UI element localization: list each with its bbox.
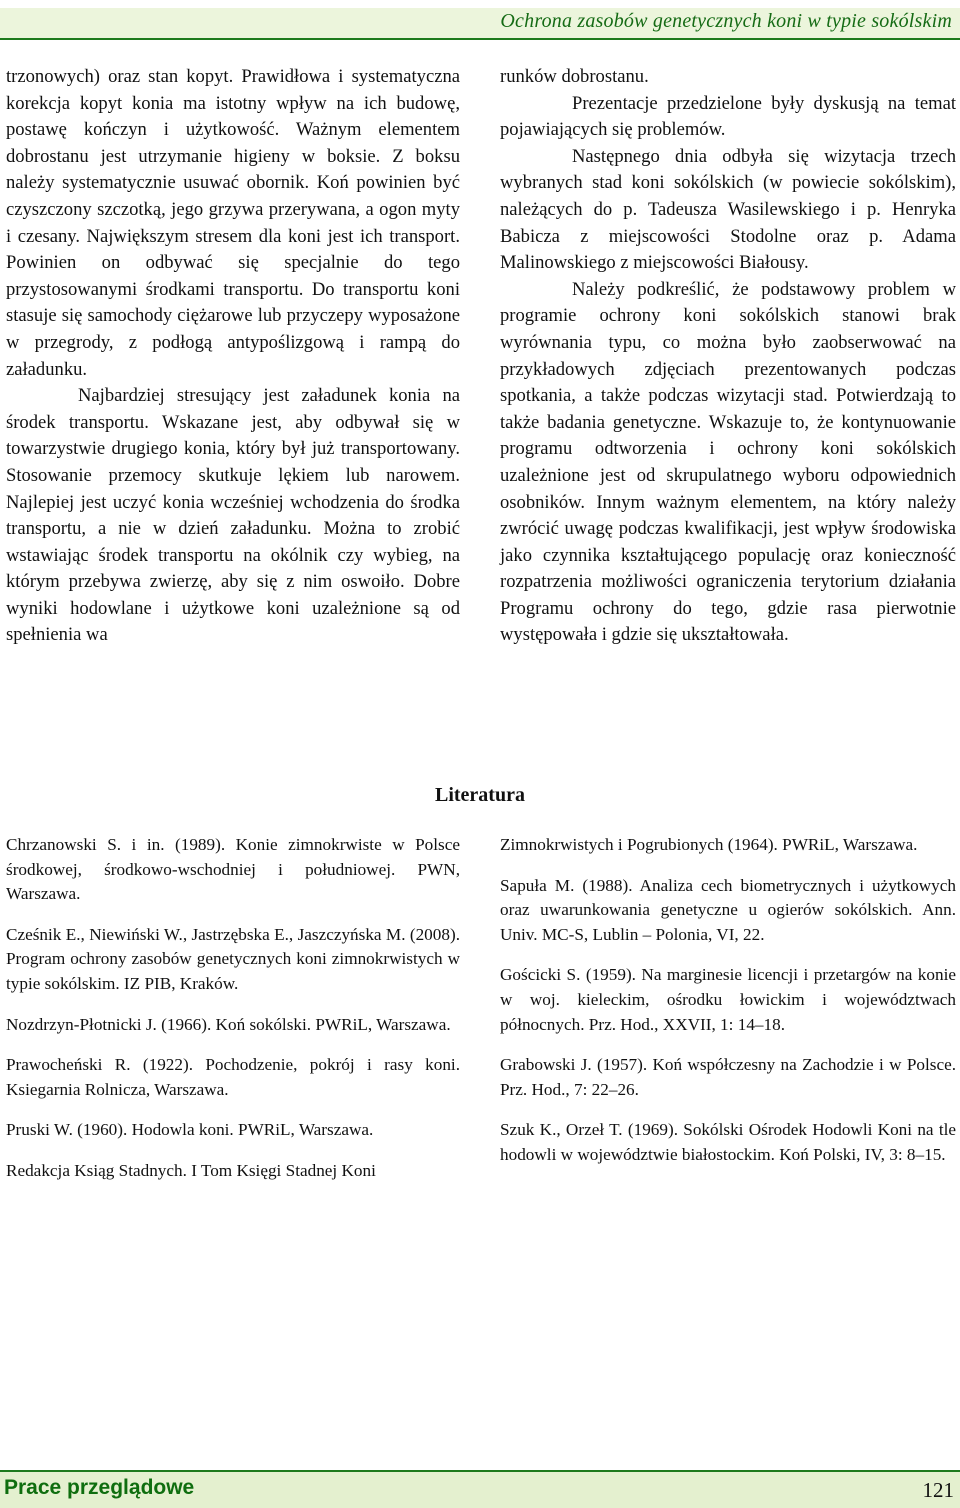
references-list-right: [500, 833, 956, 1184]
references-heading: Literatura: [435, 784, 525, 806]
page-footer: [0, 1470, 960, 1508]
running-header: [0, 8, 960, 40]
reference-entry: Sapuła M. (1988). Analiza cech biometrycznych i użytkowych oraz uwarunkowania genetyczne u ogierów sokólskich. Ann. Univ. MC-S, Lublin – Polonia, VI, 22.: [500, 875, 956, 944]
reference-entry: Prawocheński R. (1922). Pochodzenie, pokrój i rasy koni. Ksiegarnia Rolnicza, Warszawa.: [6, 1055, 460, 1099]
body-paragraph: Należy podkreślić, że podstawowy problem w programie ochrony koni sokólskich stanowi brak wyrównania typu, co można było zaobserwować na przykładowych zdjęciach prezentowanych podczas spotkania, a także podczas wizytacji stad. Potwierdzają to także badania genetyczne. Wskazuje to, że kontynuowanie programu odtworzenia i ochrony koni sokólskich uzależnione jest od skrupulatnego wyboru odpowiednich osobników. Innym ważnym elementem, na który należy zwrócić uwagę podczas kwalifikacji, jest wpływ środowiska jako czynnika kształtującego populację oraz konieczność rozpatrzenia możliwości ograniczenia terytorium działania Programu ochrony do tego, gdzie rasa pierwotnie występowała i gdzie się ukształtowała.: [500, 278, 956, 646]
references-list-left: [6, 833, 460, 1200]
body-paragraph: runków dobrostanu.: [500, 66, 649, 87]
reference-entry: Szuk K., Orzeł T. (1969). Sokólski Ośrodek Hodowli Koni na tle hodowli w województwie białostockim. Koń Polski, IV, 3: 8–15.: [500, 1120, 956, 1164]
body-paragraph: Najbardziej stresujący jest załadunek konia na środek transportu. Wskazane jest, aby odbywał się w towarzystwie drugiego konia, który był już transportowany. Stosowanie przemocy skutkuje lękiem lub narowem. Najlepiej jest uczyć konia wcześniej wchodzenia do środka transportu, a nie w dzień załadunku. Można to zrobić wstawiając środek transportu na okólnik czy wybieg, na którym przebywa zwierzę, aby się z nim oswoiło. Dobre wyniki hodowlane i użytkowe koni uzależnione są od spełnienia wa: [6, 385, 460, 646]
running-title: Ochrona zasobów genetycznych koni w typie sokólskim: [500, 10, 952, 32]
body-paragraph: Następnego dnia odbyła się wizytacja trzech wybranych stad koni sokólskich (w powiecie sokólskim), należących do p. Tadeusza Wasilewskiego i p. Henryka Babicza z miejscowości Stodolne oraz p. Adama Malinowskiego z miejscowości Białousy.: [500, 145, 956, 274]
body-paragraph: Prezentacje przedzielone były dyskusją na temat pojawiających się problemów.: [500, 92, 956, 141]
reference-entry: Zimnokrwistych i Pogrubionych (1964). PWRiL, Warszawa.: [500, 835, 918, 854]
reference-entry: Nozdrzyn-Płotnicki J. (1966). Koń sokólski. PWRiL, Warszawa.: [6, 1014, 451, 1034]
reference-entry: Cześnik E., Niewiński W., Jastrzębska E., Jaszczyńska M. (2008). Program ochrony zasobów genetycznych koni zimnokrwistych w typie sokólskim. IZ PIB, Kraków.: [6, 924, 460, 993]
reference-entry: Pruski W. (1960). Hodowla koni. PWRiL, Warszawa.: [6, 1120, 374, 1140]
page-number: 121: [922, 1478, 954, 1502]
reference-entry: Grabowski J. (1957). Koń współczesny na Zachodzie i w Polsce. Prz. Hod., 7: 22–26.: [500, 1055, 956, 1099]
reference-entry: Gościcki S. (1959). Na marginesie licencji i przetargów na konie w woj. kieleckim, ośrodku łowickim i województwach północnych. Prz. Hod., XXVII, 1: 14–18.: [500, 965, 956, 1034]
body-paragraph: trzonowych) oraz stan kopyt. Prawidłowa i systematyczna korekcja kopyt konia ma istotny wpływ na ich budowę, postawę kończyn i użytkowość. Ważnym elementem dobrostanu jest utrzymanie higieny w boksie. Z boksu należy systematycznie usuwać obornik. Koń powinien być czyszczony szczotką, jego grzywa przerywana, a ogon myty i czesany. Największym stresem dla koni jest ich transport. Powinien on odbywać się specjalnie do tego przystosowanymi środkami transportu. Do transportu koni stasuje się samochody ciężarowe lub przyczepy wyposażone w przegrody, z podłogą antypoślizgową i rampą do załadunku.: [6, 66, 460, 380]
body-column-left: [6, 64, 460, 649]
footer-section-label: Prace przeglądowe: [4, 1476, 195, 1499]
reference-entry: Redakcja Ksiąg Stadnych. I Tom Księgi Stadnej Koni: [6, 1160, 376, 1180]
body-column-right: [500, 64, 956, 649]
reference-entry: Chrzanowski S. i in. (1989). Konie zimnokrwiste w Polsce środkowej, środkowo-wschodniej i południowej. PWN, Warszawa.: [6, 835, 460, 904]
